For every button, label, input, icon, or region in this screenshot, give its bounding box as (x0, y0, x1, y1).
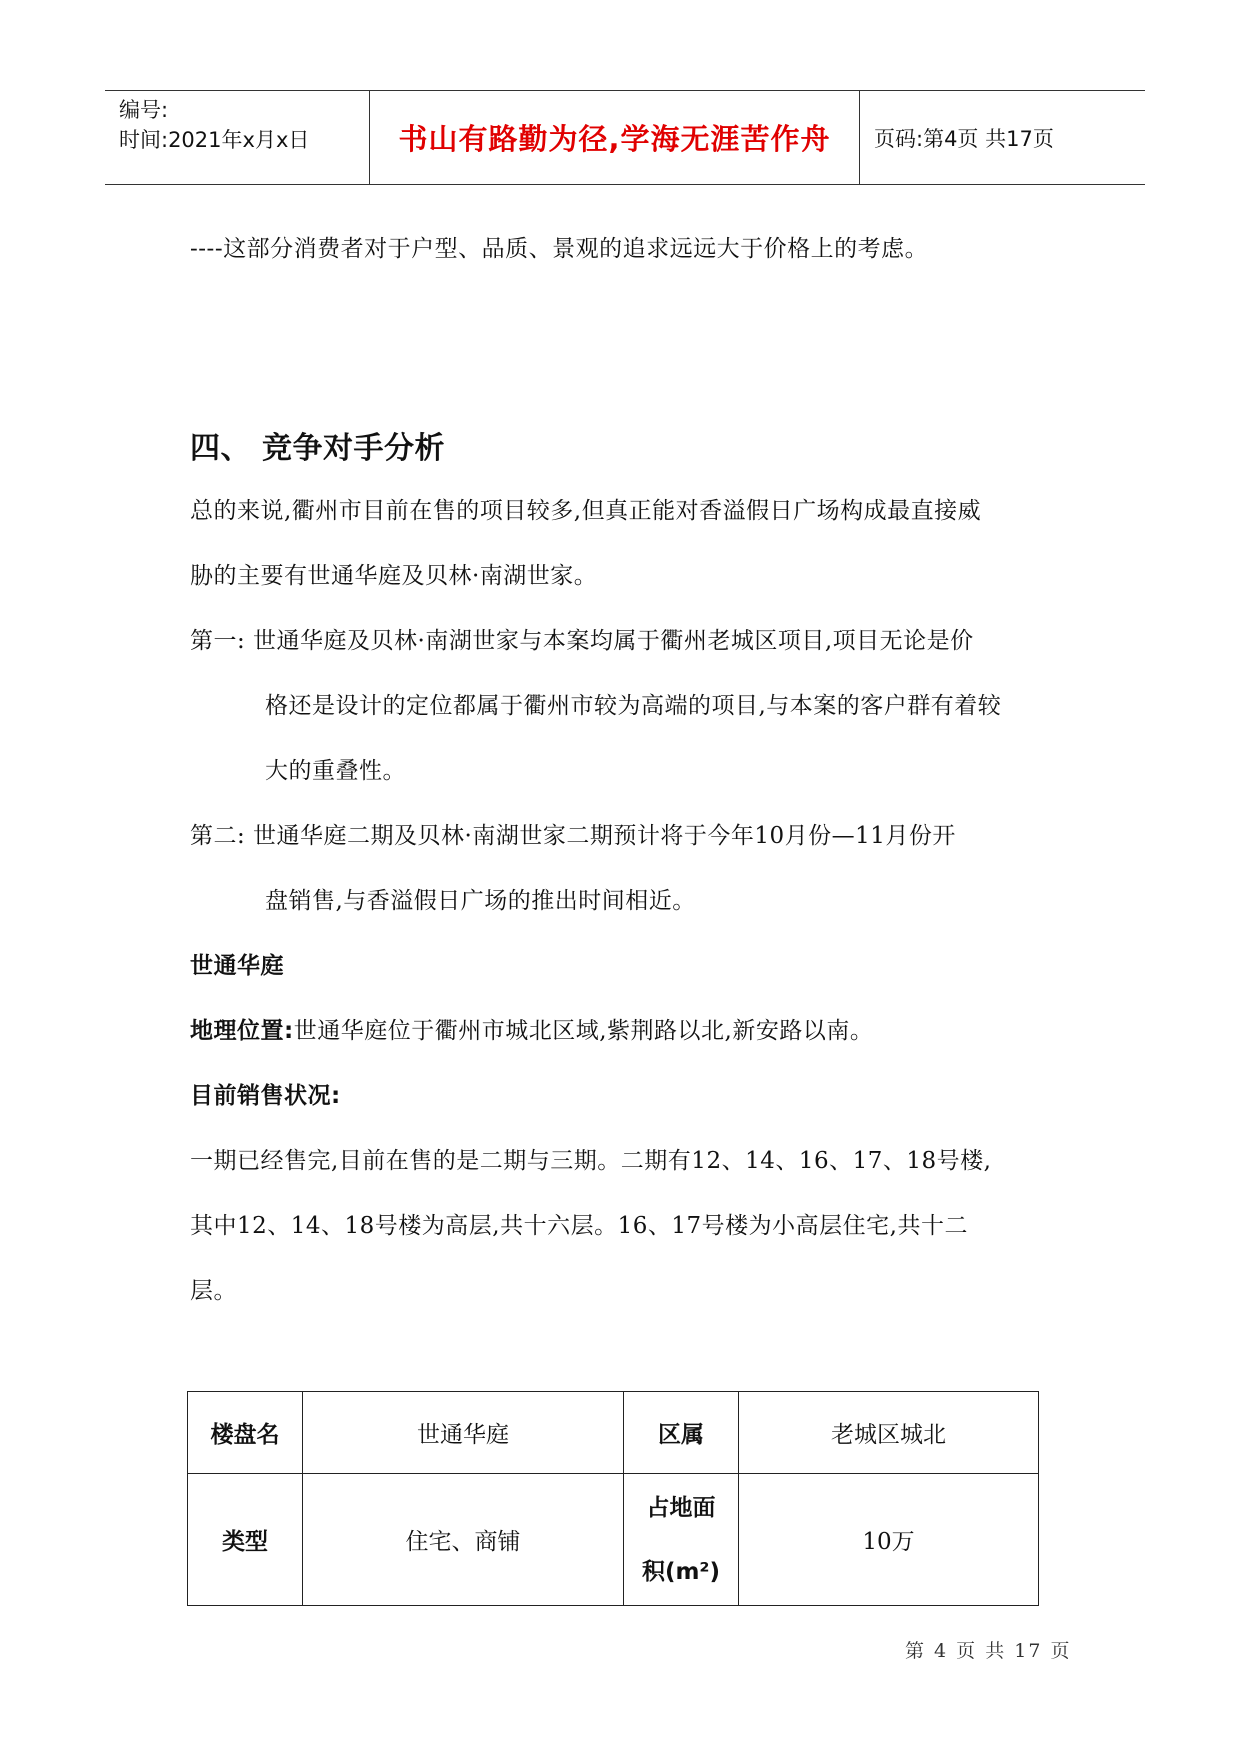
point-one-line: 大的重叠性。 (265, 758, 406, 784)
section-heading: 四、 竞争对手分析 (190, 431, 445, 466)
sales-line: 层。 (190, 1278, 237, 1304)
point-one-line: 第一: 世通华庭及贝林·南湖世家与本案均属于衢州老城区项目,项目无论是价 (190, 628, 974, 654)
table-label-cell: 区属 (624, 1392, 739, 1474)
header-motto: 书山有路勤为径,学海无涯苦作舟 (370, 91, 860, 184)
consumer-note: ----这部分消费者对于户型、品质、景观的追求远远大于价格上的考虑。 (190, 236, 929, 262)
page-header (105, 90, 1145, 185)
table-row (188, 1474, 1039, 1606)
area-label-line: 积(m²) (641, 1558, 721, 1585)
location-text: 世通华庭位于衢州市城北区域,紫荆路以北,新安路以南。 (293, 1018, 874, 1044)
location-label: 地理位置: (190, 1018, 294, 1044)
area-label-line: 占地面 (646, 1494, 716, 1521)
table-label-cell: 楼盘名 (188, 1392, 303, 1474)
header-page-label: 页码:第4页 共17页 (874, 126, 1054, 151)
table-value-cell: 世通华庭 (303, 1392, 624, 1474)
table-value-cell: 住宅、商铺 (303, 1474, 624, 1606)
paragraph-line: 胁的主要有世通华庭及贝林·南湖世家。 (190, 563, 598, 589)
table-value-cell: 老城区城北 (739, 1392, 1039, 1474)
table-row (188, 1392, 1039, 1474)
paragraph-line: 总的来说,衢州市目前在售的项目较多,但真正能对香溢假日广场构成最直接威 (190, 498, 982, 524)
project-info-table (187, 1391, 1039, 1606)
time-label: 时间:2021年x月x日 (119, 128, 310, 152)
number-label: 编号: (119, 98, 169, 122)
page-footer: 第 4 页 共 17 页 (905, 1640, 1072, 1662)
project-title: 世通华庭 (190, 953, 284, 979)
table-label-cell (624, 1474, 739, 1606)
point-two-line: 第二: 世通华庭二期及贝林·南湖世家二期预计将于今年10月份—11月份开 (190, 823, 956, 849)
point-two-line: 盘销售,与香溢假日广场的推出时间相近。 (265, 888, 696, 914)
location-line (190, 1012, 873, 1045)
table-label-cell: 类型 (188, 1474, 303, 1606)
sales-line: 一期已经售完,目前在售的是二期与三期。二期有12、14、16、17、18号楼, (190, 1148, 992, 1174)
header-meta (105, 91, 370, 184)
sales-line: 其中12、14、18号楼为高层,共十六层。16、17号楼为小高层住宅,共十二 (190, 1213, 968, 1239)
point-one-line: 格还是设计的定位都属于衢州市较为高端的项目,与本案的客户群有着较 (265, 693, 1002, 719)
table-value-cell: 10万 (739, 1474, 1039, 1606)
sales-label: 目前销售状况: (190, 1083, 341, 1109)
